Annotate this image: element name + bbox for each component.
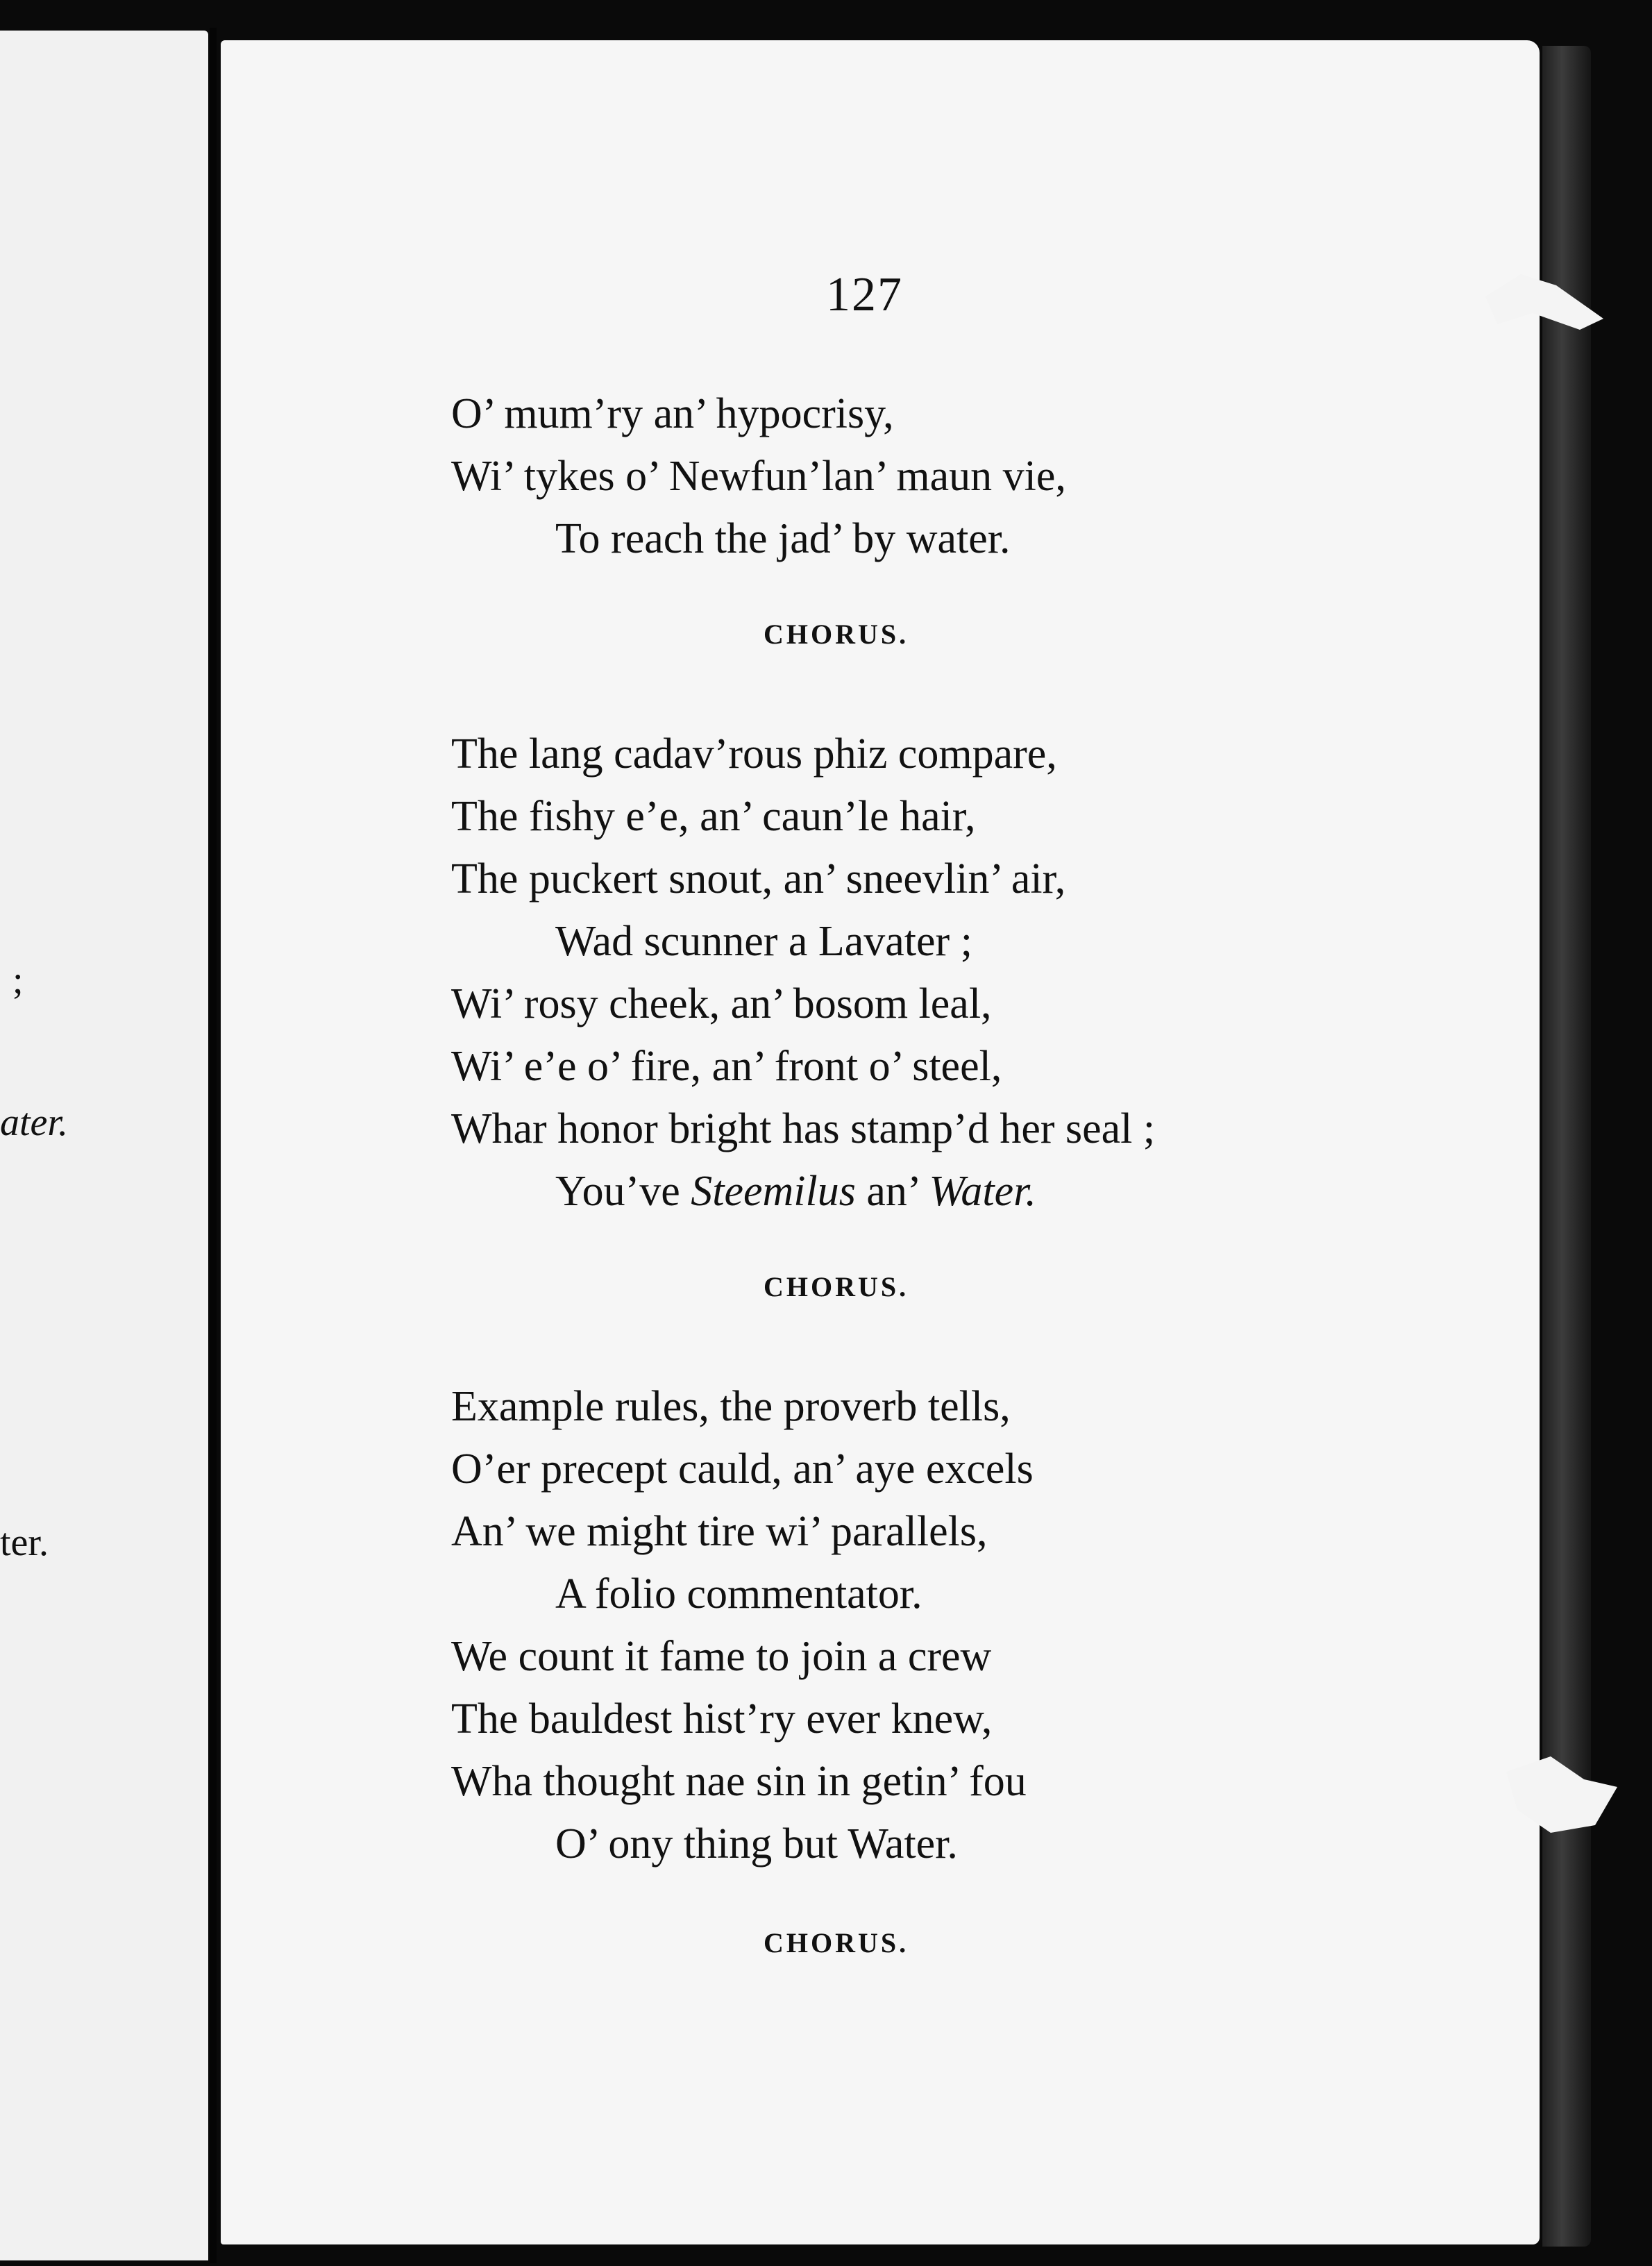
- left-page-fragment: ter.: [0, 1521, 49, 1564]
- verse-line: O’er precept cauld, an’ aye excels: [451, 1445, 1034, 1493]
- verse-italic: Steemilus: [691, 1168, 856, 1215]
- verse-line: O’ mum’ry an’ hypocrisy,: [451, 390, 894, 437]
- page-number: 127: [826, 268, 903, 321]
- verse-line: The bauldest hist’ry ever knew,: [451, 1695, 993, 1743]
- verse-line: Whar honor bright has stamp’d her seal ;: [451, 1105, 1156, 1152]
- verse-line: Wad scunner a Lavater ;: [555, 918, 972, 965]
- verse-line: The lang cadav’rous phiz compare,: [451, 730, 1057, 778]
- verse-line: The fishy e’e, an’ caun’le hair,: [451, 793, 976, 840]
- verse-line: O’ ony thing but Water.: [555, 1820, 958, 1868]
- verse-line: [555, 1170, 1036, 1213]
- verse-line: Wi’ tykes o’ Newfun’lan’ maun vie,: [451, 453, 1066, 500]
- chorus-label: CHORUS.: [764, 619, 909, 650]
- left-page-fragment: ater.: [0, 1101, 68, 1144]
- chorus-label: CHORUS.: [764, 1927, 909, 1958]
- verse-line: Example rules, the proverb tells,: [451, 1383, 1011, 1430]
- verse-text: an’: [855, 1168, 929, 1215]
- verse-text: You’ve: [555, 1168, 691, 1215]
- verse-line: Wi’ e’e o’ fire, an’ front o’ steel,: [451, 1043, 1002, 1090]
- verse-line: A folio commentator.: [555, 1570, 922, 1618]
- verse-line: The puckert snout, an’ sneevlin’ air,: [451, 855, 1066, 903]
- verse-line: An’ we might tire wi’ parallels,: [451, 1508, 988, 1555]
- gutter-shadow: [210, 28, 217, 2263]
- verse-line: Wha thought nae sin in getin’ fou: [451, 1758, 1027, 1805]
- verse-italic: Water.: [929, 1168, 1036, 1215]
- chorus-label: CHORUS.: [764, 1271, 909, 1302]
- left-page-fragment: ;: [12, 959, 24, 1002]
- verse-line: To reach the jad’ by water.: [555, 515, 1011, 562]
- page-edge: [1542, 46, 1591, 2247]
- verse-line: We count it fame to join a crew: [451, 1633, 992, 1680]
- left-page: [0, 31, 208, 2260]
- verse-line: Wi’ rosy cheek, an’ bosom leal,: [451, 980, 992, 1027]
